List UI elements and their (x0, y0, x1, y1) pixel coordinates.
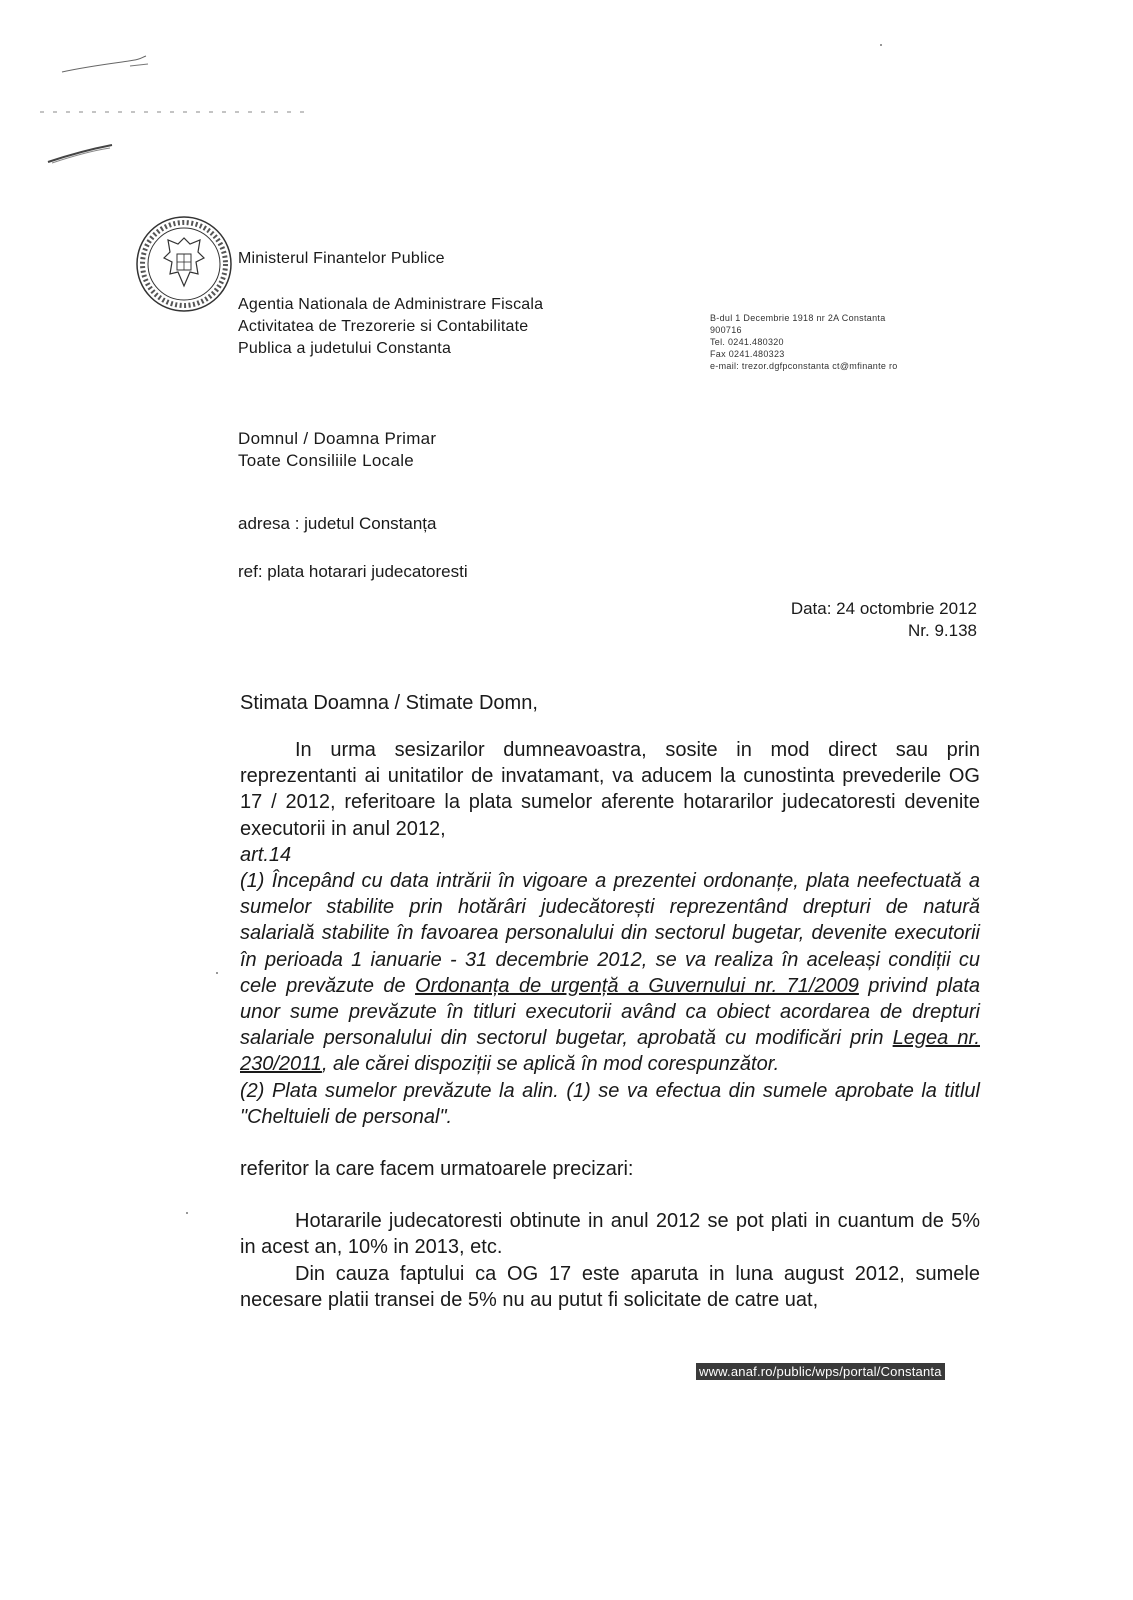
paragraph-text: privind plata unor sume prevăzute în titluri executorii având ca obiect acordarea de drepturi salariale personalului din sectorul bugetar, aprobată cu modificări prin (240, 974, 980, 1050)
ordinance-link[interactable]: Ordonanța de urgență a Guvernului nr. 71/2009 (415, 974, 859, 997)
article-paragraph-1 (240, 868, 980, 1078)
agency-line: Publica a judetului Constanta (238, 340, 452, 357)
scan-speck (216, 972, 218, 974)
contact-phone: Tel. 0241.480320 (710, 337, 784, 347)
paragraph-text: (1) Începând cu data intrării în vigoare a prezentei ordonanțe, plata neefectuată a sumelor stabilite prin hotărâri judecătorești reprezentând drepturi de natură salarială stabilite în favoarea personalului din sectorul bugetar, devenite executorii în perioada 1 ianuarie - 31 decembrie 2012, se va realiza în aceleași condiții cu cele prevăzute de (240, 870, 980, 997)
reference-line: ref: plata hotarari judecatoresti (238, 562, 468, 581)
reason-paragraph: Din cauza faptului ca OG 17 este aparuta in luna august 2012, sumele necesare platii transei de 5% nu au putut fi solicitate de catre uat, (240, 1262, 980, 1311)
document-date: Data: 24 octombrie 2012 (790, 599, 977, 618)
contact-block (710, 312, 898, 372)
recipient-title: Domnul / Doamna Primar (238, 429, 437, 448)
scan-speck (186, 1212, 188, 1214)
scan-speck (880, 44, 882, 46)
document-number: Nr. 9.138 (908, 621, 977, 640)
contact-fax: Fax 0241.480323 (710, 349, 785, 359)
intro-paragraph: In urma sesizarilor dumneavoastra, sosite in mod direct sau prin reprezentanti ai unitatilor de invatamant, va aducem la cunostinta prevederile OG 17 / 2012, referitoare la plata sumelor aferente hotararilor judecatoresti devenite executorii in anul 2012, (240, 739, 980, 840)
ministry-name: Ministerul Finantelor Publice (238, 250, 445, 267)
address-line: adresa : judetul Constanța (238, 514, 437, 533)
contact-postcode: 900716 (710, 325, 742, 335)
contact-email: e-mail: trezor.dgfpconstanta ct@mfinante ro (710, 361, 898, 371)
coat-of-arms-seal-icon (134, 214, 234, 314)
website-link[interactable]: www.anaf.ro/public/wps/portal/Constanta (696, 1363, 945, 1380)
article-label: art.14 (240, 843, 292, 866)
law-link[interactable]: Legea nr. 230/2011 (240, 1027, 980, 1076)
agency-line: Activitatea de Trezorerie si Contabilitate (238, 318, 529, 335)
clarifications-intro: referitor la care facem urmatoarele precizari: (240, 1158, 634, 1181)
article-paragraph-2: (2) Plata sumelor prevăzute la alin. (1) se va efectua din sumele aprobate la titlul "Cheltuieli de personal". (240, 1079, 980, 1128)
date-block (791, 598, 977, 642)
agency-block (238, 294, 543, 360)
dotted-line-mark (40, 108, 310, 116)
recipient-block (238, 428, 436, 472)
recipient-councils: Toate Consiliile Locale (238, 451, 415, 470)
handwritten-mark (60, 52, 150, 78)
payment-schedule-paragraph: Hotararile judecatoresti obtinute in anul 2012 se pot plati in cuantum de 5% in acest an, 10% in 2013, etc. (240, 1210, 980, 1259)
salutation: Stimata Doamna / Stimate Domn, (240, 692, 538, 714)
contact-address: B-dul 1 Decembrie 1918 nr 2A Constanta (710, 313, 886, 323)
agency-line: Agentia Nationala de Administrare Fiscala (238, 296, 544, 313)
letter-body (240, 737, 980, 1313)
pen-stroke-mark (46, 142, 116, 166)
paragraph-text: , ale cărei dispoziții se aplică în mod corespunzător. (321, 1053, 780, 1076)
